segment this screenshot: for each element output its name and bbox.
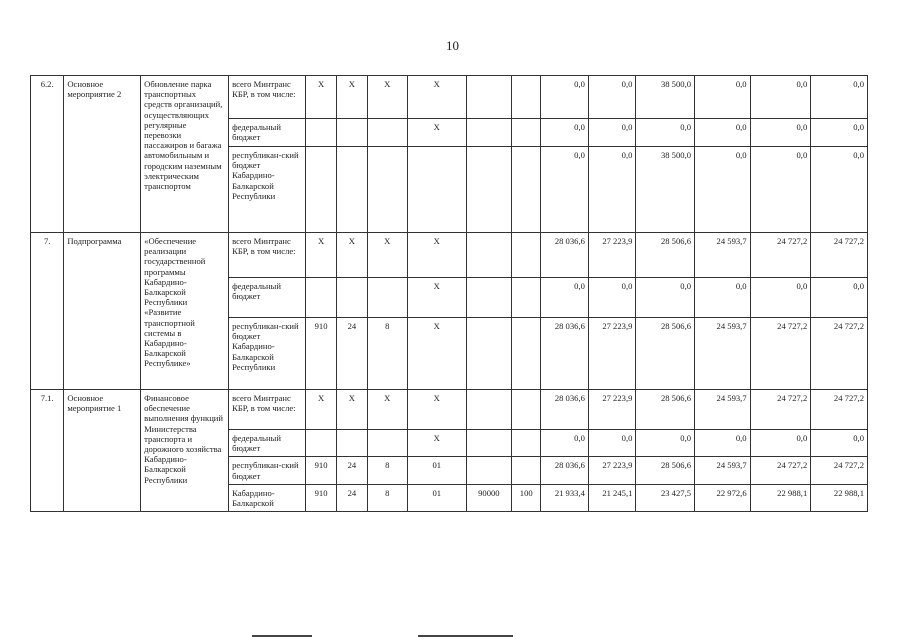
code-extra (512, 119, 541, 147)
scan-artifact (252, 635, 312, 637)
code-vr: X (407, 76, 466, 119)
amount-cell: 28 036,6 (541, 457, 589, 484)
code-csr: 8 (367, 457, 407, 484)
code-extra (466, 76, 511, 119)
code-grbs (305, 147, 336, 233)
code-rzpr (337, 147, 367, 233)
code-vr: X (407, 119, 466, 147)
item-name: Основное мероприятие 1 (64, 390, 141, 512)
funding-source: федеральный бюджет (229, 430, 306, 457)
amount-cell: 24 593,7 (695, 233, 751, 278)
amount-cell: 24 727,2 (811, 457, 868, 484)
amount-cell: 24 727,2 (750, 233, 811, 278)
code-rzpr: X (337, 76, 367, 119)
code-vr: X (407, 318, 466, 390)
funding-source: республикан-ский бюджет Кабардино-Балкарской Республики (229, 318, 306, 390)
amount-cell: 0,0 (588, 119, 636, 147)
code-extra (466, 233, 511, 278)
amount-cell: 0,0 (750, 119, 811, 147)
amount-cell: 24 727,2 (750, 390, 811, 430)
code-extra (466, 278, 511, 318)
code-extra (466, 390, 511, 430)
amount-cell: 27 223,9 (588, 390, 636, 430)
code-csr (367, 119, 407, 147)
code-extra (512, 147, 541, 233)
code-extra (512, 390, 541, 430)
amount-cell: 0,0 (695, 76, 751, 119)
amount-cell: 23 427,5 (636, 484, 695, 511)
code-extra (466, 147, 511, 233)
amount-cell: 0,0 (636, 119, 695, 147)
amount-cell: 38 500,0 (636, 76, 695, 119)
amount-cell: 28 036,6 (541, 233, 589, 278)
page-number: 10 (446, 38, 459, 53)
code-grbs (305, 119, 336, 147)
code-vr: 01 (407, 457, 466, 484)
item-description: Обновление парка транспортных средств организаций, осуществляющих регулярные перевозки пассажиров и багажа автомобильным и городским наземным электрическим транспортом (141, 76, 229, 233)
item-name: Основное мероприятие 2 (64, 76, 141, 233)
amount-cell: 0,0 (811, 119, 868, 147)
code-extra (466, 430, 511, 457)
code-grbs: 910 (305, 457, 336, 484)
budget-table (30, 75, 868, 512)
code-grbs: X (305, 233, 336, 278)
scan-artifact (418, 635, 513, 637)
item-description: «Обеспечение реализации государственной программы Кабардино-Балкарской Республики «Развитие транспортной системы в Кабардино-Балкарской Республике» (141, 233, 229, 390)
amount-cell: 0,0 (541, 278, 589, 318)
code-csr (367, 430, 407, 457)
code-csr: X (367, 233, 407, 278)
funding-source: федеральный бюджет (229, 119, 306, 147)
amount-cell: 28 036,6 (541, 390, 589, 430)
amount-cell: 27 223,9 (588, 457, 636, 484)
code-vr: X (407, 430, 466, 457)
code-extra (466, 119, 511, 147)
amount-cell: 0,0 (541, 119, 589, 147)
amount-cell: 22 988,1 (811, 484, 868, 511)
amount-cell: 0,0 (588, 76, 636, 119)
code-grbs: 910 (305, 318, 336, 390)
code-extra: 90000 (466, 484, 511, 511)
funding-source: всего Минтранс КБР, в том числе: (229, 233, 306, 278)
item-number: 7. (31, 233, 64, 390)
code-grbs (305, 430, 336, 457)
amount-cell: 0,0 (811, 76, 868, 119)
funding-source: федеральный бюджет (229, 278, 306, 318)
code-grbs: X (305, 390, 336, 430)
amount-cell: 28 506,6 (636, 233, 695, 278)
code-extra (512, 457, 541, 484)
table-row (31, 233, 868, 278)
code-extra (466, 318, 511, 390)
amount-cell: 0,0 (811, 430, 868, 457)
amount-cell: 24 727,2 (750, 457, 811, 484)
amount-cell: 24 593,7 (695, 390, 751, 430)
code-extra: 100 (512, 484, 541, 511)
amount-cell: 24 727,2 (811, 233, 868, 278)
amount-cell: 21 245,1 (588, 484, 636, 511)
code-grbs (305, 278, 336, 318)
funding-source: всего Минтранс КБР, в том числе: (229, 76, 306, 119)
code-extra (512, 430, 541, 457)
amount-cell: 0,0 (750, 76, 811, 119)
amount-cell: 28 036,6 (541, 318, 589, 390)
code-extra (512, 278, 541, 318)
code-rzpr (337, 278, 367, 318)
amount-cell: 0,0 (636, 430, 695, 457)
amount-cell: 0,0 (695, 119, 751, 147)
code-csr: 8 (367, 484, 407, 511)
amount-cell: 24 727,2 (750, 318, 811, 390)
funding-source: Кабардино-Балкарской (229, 484, 306, 511)
code-csr: X (367, 390, 407, 430)
amount-cell: 0,0 (636, 278, 695, 318)
item-number: 6.2. (31, 76, 64, 233)
item-name: Подпрограмма (64, 233, 141, 390)
amount-cell: 22 988,1 (750, 484, 811, 511)
amount-cell: 28 506,6 (636, 318, 695, 390)
funding-source: республикан-ский бюджет (229, 457, 306, 484)
item-number: 7.1. (31, 390, 64, 512)
code-vr: 01 (407, 484, 466, 511)
amount-cell: 0,0 (695, 430, 751, 457)
amount-cell: 24 727,2 (811, 318, 868, 390)
amount-cell: 0,0 (811, 278, 868, 318)
funding-source: республикан-ский бюджет Кабардино-Балкарской Республики (229, 147, 306, 233)
code-rzpr: 24 (337, 484, 367, 511)
amount-cell: 0,0 (541, 430, 589, 457)
code-csr: 8 (367, 318, 407, 390)
table-row (31, 390, 868, 430)
code-grbs: X (305, 76, 336, 119)
amount-cell: 21 933,4 (541, 484, 589, 511)
amount-cell: 0,0 (541, 76, 589, 119)
amount-cell: 28 506,6 (636, 457, 695, 484)
code-csr (367, 278, 407, 318)
code-vr: X (407, 278, 466, 318)
amount-cell: 28 506,6 (636, 390, 695, 430)
funding-source: всего Минтранс КБР, в том числе: (229, 390, 306, 430)
amount-cell: 0,0 (588, 147, 636, 233)
code-grbs: 910 (305, 484, 336, 511)
amount-cell: 38 500,0 (636, 147, 695, 233)
amount-cell: 0,0 (588, 278, 636, 318)
amount-cell: 0,0 (750, 278, 811, 318)
code-rzpr (337, 430, 367, 457)
amount-cell: 27 223,9 (588, 318, 636, 390)
code-extra (512, 76, 541, 119)
code-csr (367, 147, 407, 233)
code-extra (512, 318, 541, 390)
code-vr: X (407, 390, 466, 430)
code-csr: X (367, 76, 407, 119)
code-rzpr: X (337, 233, 367, 278)
amount-cell: 0,0 (695, 278, 751, 318)
code-extra (466, 457, 511, 484)
table-row (31, 76, 868, 119)
code-rzpr (337, 119, 367, 147)
amount-cell: 0,0 (695, 147, 751, 233)
code-rzpr: 24 (337, 318, 367, 390)
code-rzpr: X (337, 390, 367, 430)
code-vr: X (407, 233, 466, 278)
amount-cell: 0,0 (541, 147, 589, 233)
amount-cell: 0,0 (588, 430, 636, 457)
amount-cell: 27 223,9 (588, 233, 636, 278)
amount-cell: 24 727,2 (811, 390, 868, 430)
amount-cell: 24 593,7 (695, 457, 751, 484)
amount-cell: 0,0 (750, 147, 811, 233)
item-description: Финансовое обеспечение выполнения функций Министерства транспорта и дорожного хозяйства Кабардино-Балкарской Республики (141, 390, 229, 512)
amount-cell: 0,0 (750, 430, 811, 457)
code-vr (407, 147, 466, 233)
amount-cell: 22 972,6 (695, 484, 751, 511)
code-extra (512, 233, 541, 278)
amount-cell: 0,0 (811, 147, 868, 233)
amount-cell: 24 593,7 (695, 318, 751, 390)
code-rzpr: 24 (337, 457, 367, 484)
